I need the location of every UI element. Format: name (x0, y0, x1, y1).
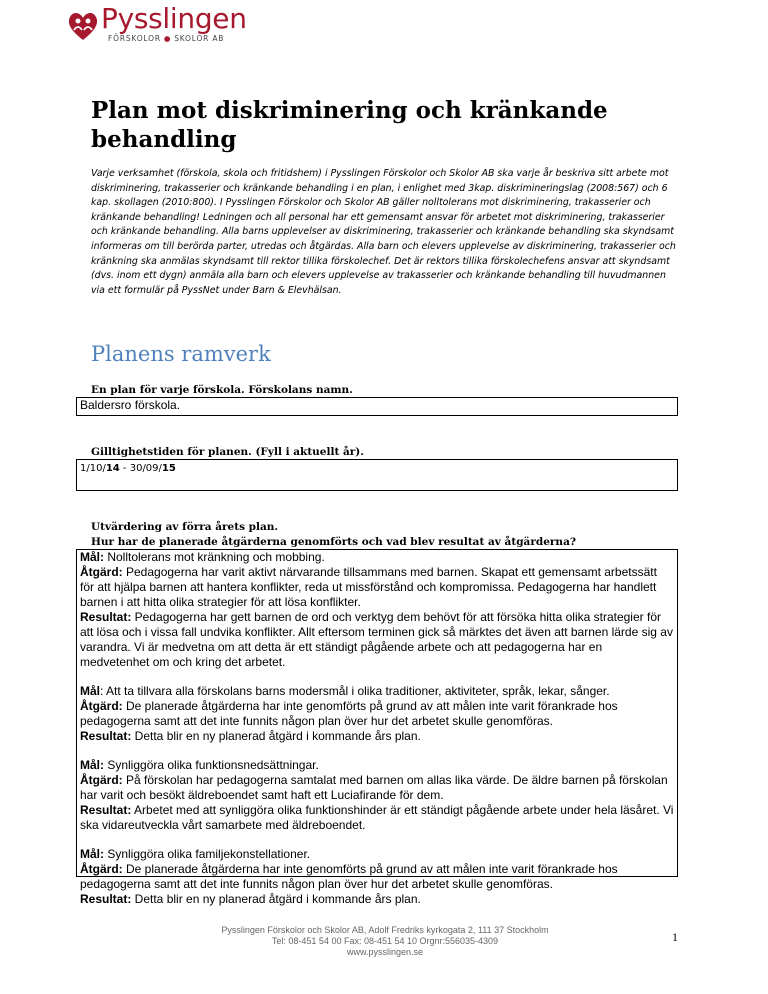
goal-line (80, 684, 674, 699)
goal-text: Synliggöra olika funktionsnedsättningar. (104, 758, 319, 772)
result-text: Detta blir en ny planerad åtgärd i kommande års plan. (131, 892, 421, 906)
action-text: På förskolan har pedagogerna samtalat med barnen om allas lika värde. De äldre barnen på förskolan har varit och besökt äldreboendet samt haft ett Luciafirande för dem. (80, 773, 668, 802)
result-label: Resultat: (80, 803, 132, 817)
evaluation-entry (80, 550, 674, 670)
goal-line (80, 550, 674, 565)
page-footer (180, 925, 590, 958)
goal-text: : Att ta tillvara alla förskolans barns modersmål i olika traditioner, aktiviteter, språk, lekar, sånger. (100, 684, 610, 698)
action-label: Åtgärd: (80, 862, 123, 876)
goal-line (80, 847, 674, 862)
result-label: Resultat: (80, 729, 132, 743)
page-number: 1 (672, 930, 678, 944)
footer-website: www.pysslingen.se (346, 947, 424, 957)
validity-end-year: 15 (161, 463, 176, 474)
validity-start-year: 14 (105, 463, 120, 474)
result-line (80, 892, 674, 907)
action-line (80, 699, 674, 729)
validity-end: - 30/09/ (119, 463, 162, 474)
goal-line (80, 758, 674, 773)
action-label: Åtgärd: (80, 773, 123, 787)
goal-text: Synliggöra olika familjekonstellationer. (104, 847, 311, 861)
evaluation-entry (80, 758, 674, 833)
logo-wordmark: Pysslingen (101, 2, 247, 35)
evaluation-label (91, 520, 576, 550)
result-text: Pedagogerna har gett barnen de ord och verktyg dem behövt för att försöka hitta olika strategier för att lösa och i vissa fall undvika konflikter. Allt eftersom terminen gick så märktes det även att barnen lärde sig av varandra. Vi är medvetna om att detta är ett ständigt pågående arbete och att pedagogerna har en medvetenhet om och kring det arbetet. (80, 610, 673, 669)
action-line (80, 862, 674, 892)
intro-paragraph: Varje verksamhet (förskola, skola och fritidshem) i Pysslingen Förskolor och Skolor AB ska varje år beskriva sitt arbete mot diskriminering, trakasserier och kränkande behandling i en plan, i enlighet med 3kap. diskrimineringslag (2008:567) och 6 kap. skollagen (2010:800). I Pysslingen Förskolor och Skolor AB gäller nolltolerans mot diskriminering, trakasserier och kränkande behandling! Ledningen och all personal har ett gemensamt ansvar för arbetet mot diskriminering, trakasserier och kränkande behandling. Alla barns upplevelser av diskriminering, trakasserier och kränkande behandling ska skyndsamt informeras om till berörda parter, utredas och åtgärdas. Alla barn och elevers upplevelse av diskriminering, trakasserier och kränkning ska anmälas skyndsamt till rektor tillika förskolechef. Det är rektors tillika förskolechefens ansvar att skyndsamt (dvs. inom ett dygn) anmäla alla barn och elevers upplevelse av trakasserier och kränkande behandling till huvudmannen via ett formulär på PyssNet under Barn & Elevhälsan. (91, 168, 676, 296)
evaluation-label-line2: Hur har de planerade åtgärderna genomförts och vad blev resultat av åtgärderna? (91, 536, 577, 548)
result-line (80, 610, 674, 670)
goal-label: Mål: (80, 847, 104, 861)
validity-label: Gilltighetstiden för planen. (Fyll i aktuellt år). (91, 446, 364, 458)
action-text: Pedagogerna har varit aktivt närvarande tillsammans med barnen. Skapat ett gemensamt arbetssätt för att hjälpa barnen att hantera konflikter, reda ut missförstånd och kompromissa. Pedagogerna har handlett barnen i att hitta olika strategier för att lösa konflikter. (80, 565, 657, 609)
result-label: Resultat: (80, 610, 132, 624)
goal-label: Mål: (80, 550, 104, 564)
heart-people-icon (66, 10, 100, 42)
logo-sub-right: SKOLOR AB (174, 34, 225, 43)
logo-subtitle (108, 34, 224, 43)
school-name-field[interactable] (76, 397, 678, 416)
goal-label: Mål: (80, 758, 104, 772)
school-name-value: Baldersro förskola. (80, 398, 181, 412)
action-label: Åtgärd: (80, 699, 123, 713)
section-title: Planens ramverk (91, 342, 271, 366)
evaluation-entry (80, 847, 674, 907)
result-label: Resultat: (80, 892, 132, 906)
footer-address: Pysslingen Förskolor och Skolor AB, Adolf Fredriks kyrkogata 2, 111 37 Stockholm (221, 925, 549, 935)
goal-label: Mål (80, 684, 101, 698)
page-title: Plan mot diskriminering och kränkande behandling (91, 97, 608, 153)
logo-sub-left: FÖRSKOLOR (108, 34, 161, 43)
logo-separator: ● (163, 34, 172, 43)
evaluation-field[interactable] (76, 549, 678, 906)
result-text: Detta blir en ny planerad åtgärd i kommande års plan. (131, 729, 421, 743)
result-line (80, 803, 674, 833)
action-line (80, 773, 674, 803)
action-label: Åtgärd: (80, 565, 123, 579)
action-line (80, 565, 674, 610)
evaluation-label-line1: Utvärdering av förra årets plan. (91, 521, 279, 533)
result-text: Arbetet med att synliggöra olika funktionshinder är ett ständigt pågående arbete under hela läsåret. Vi ska vidareutveckla vårt samarbete med äldreboendet. (80, 803, 674, 832)
validity-field[interactable] (76, 459, 678, 491)
validity-start: 1/10/ (80, 463, 106, 474)
school-name-label: En plan för varje förskola. Förskolans namn. (91, 384, 353, 396)
footer-contact: Tel: 08-451 54 00 Fax: 08-451 54 10 Orgnr:556035-4309 (271, 936, 499, 946)
result-line (80, 729, 674, 744)
evaluation-entry (80, 684, 674, 744)
action-text: De planerade åtgärderna har inte genomförts på grund av att målen inte varit förankrade hos pedagogerna samt att det inte funnits någon plan över hur det arbetet skulle genomföras. (80, 699, 618, 728)
validity-value (80, 463, 176, 474)
goal-text: Nolltolerans mot kränkning och mobbing. (104, 550, 325, 564)
action-text: De planerade åtgärderna har inte genomförts på grund av att målen inte varit förankrade hos pedagogerna samt att det inte funnits någon plan över hur det arbetet skulle genomföras. (80, 862, 618, 891)
